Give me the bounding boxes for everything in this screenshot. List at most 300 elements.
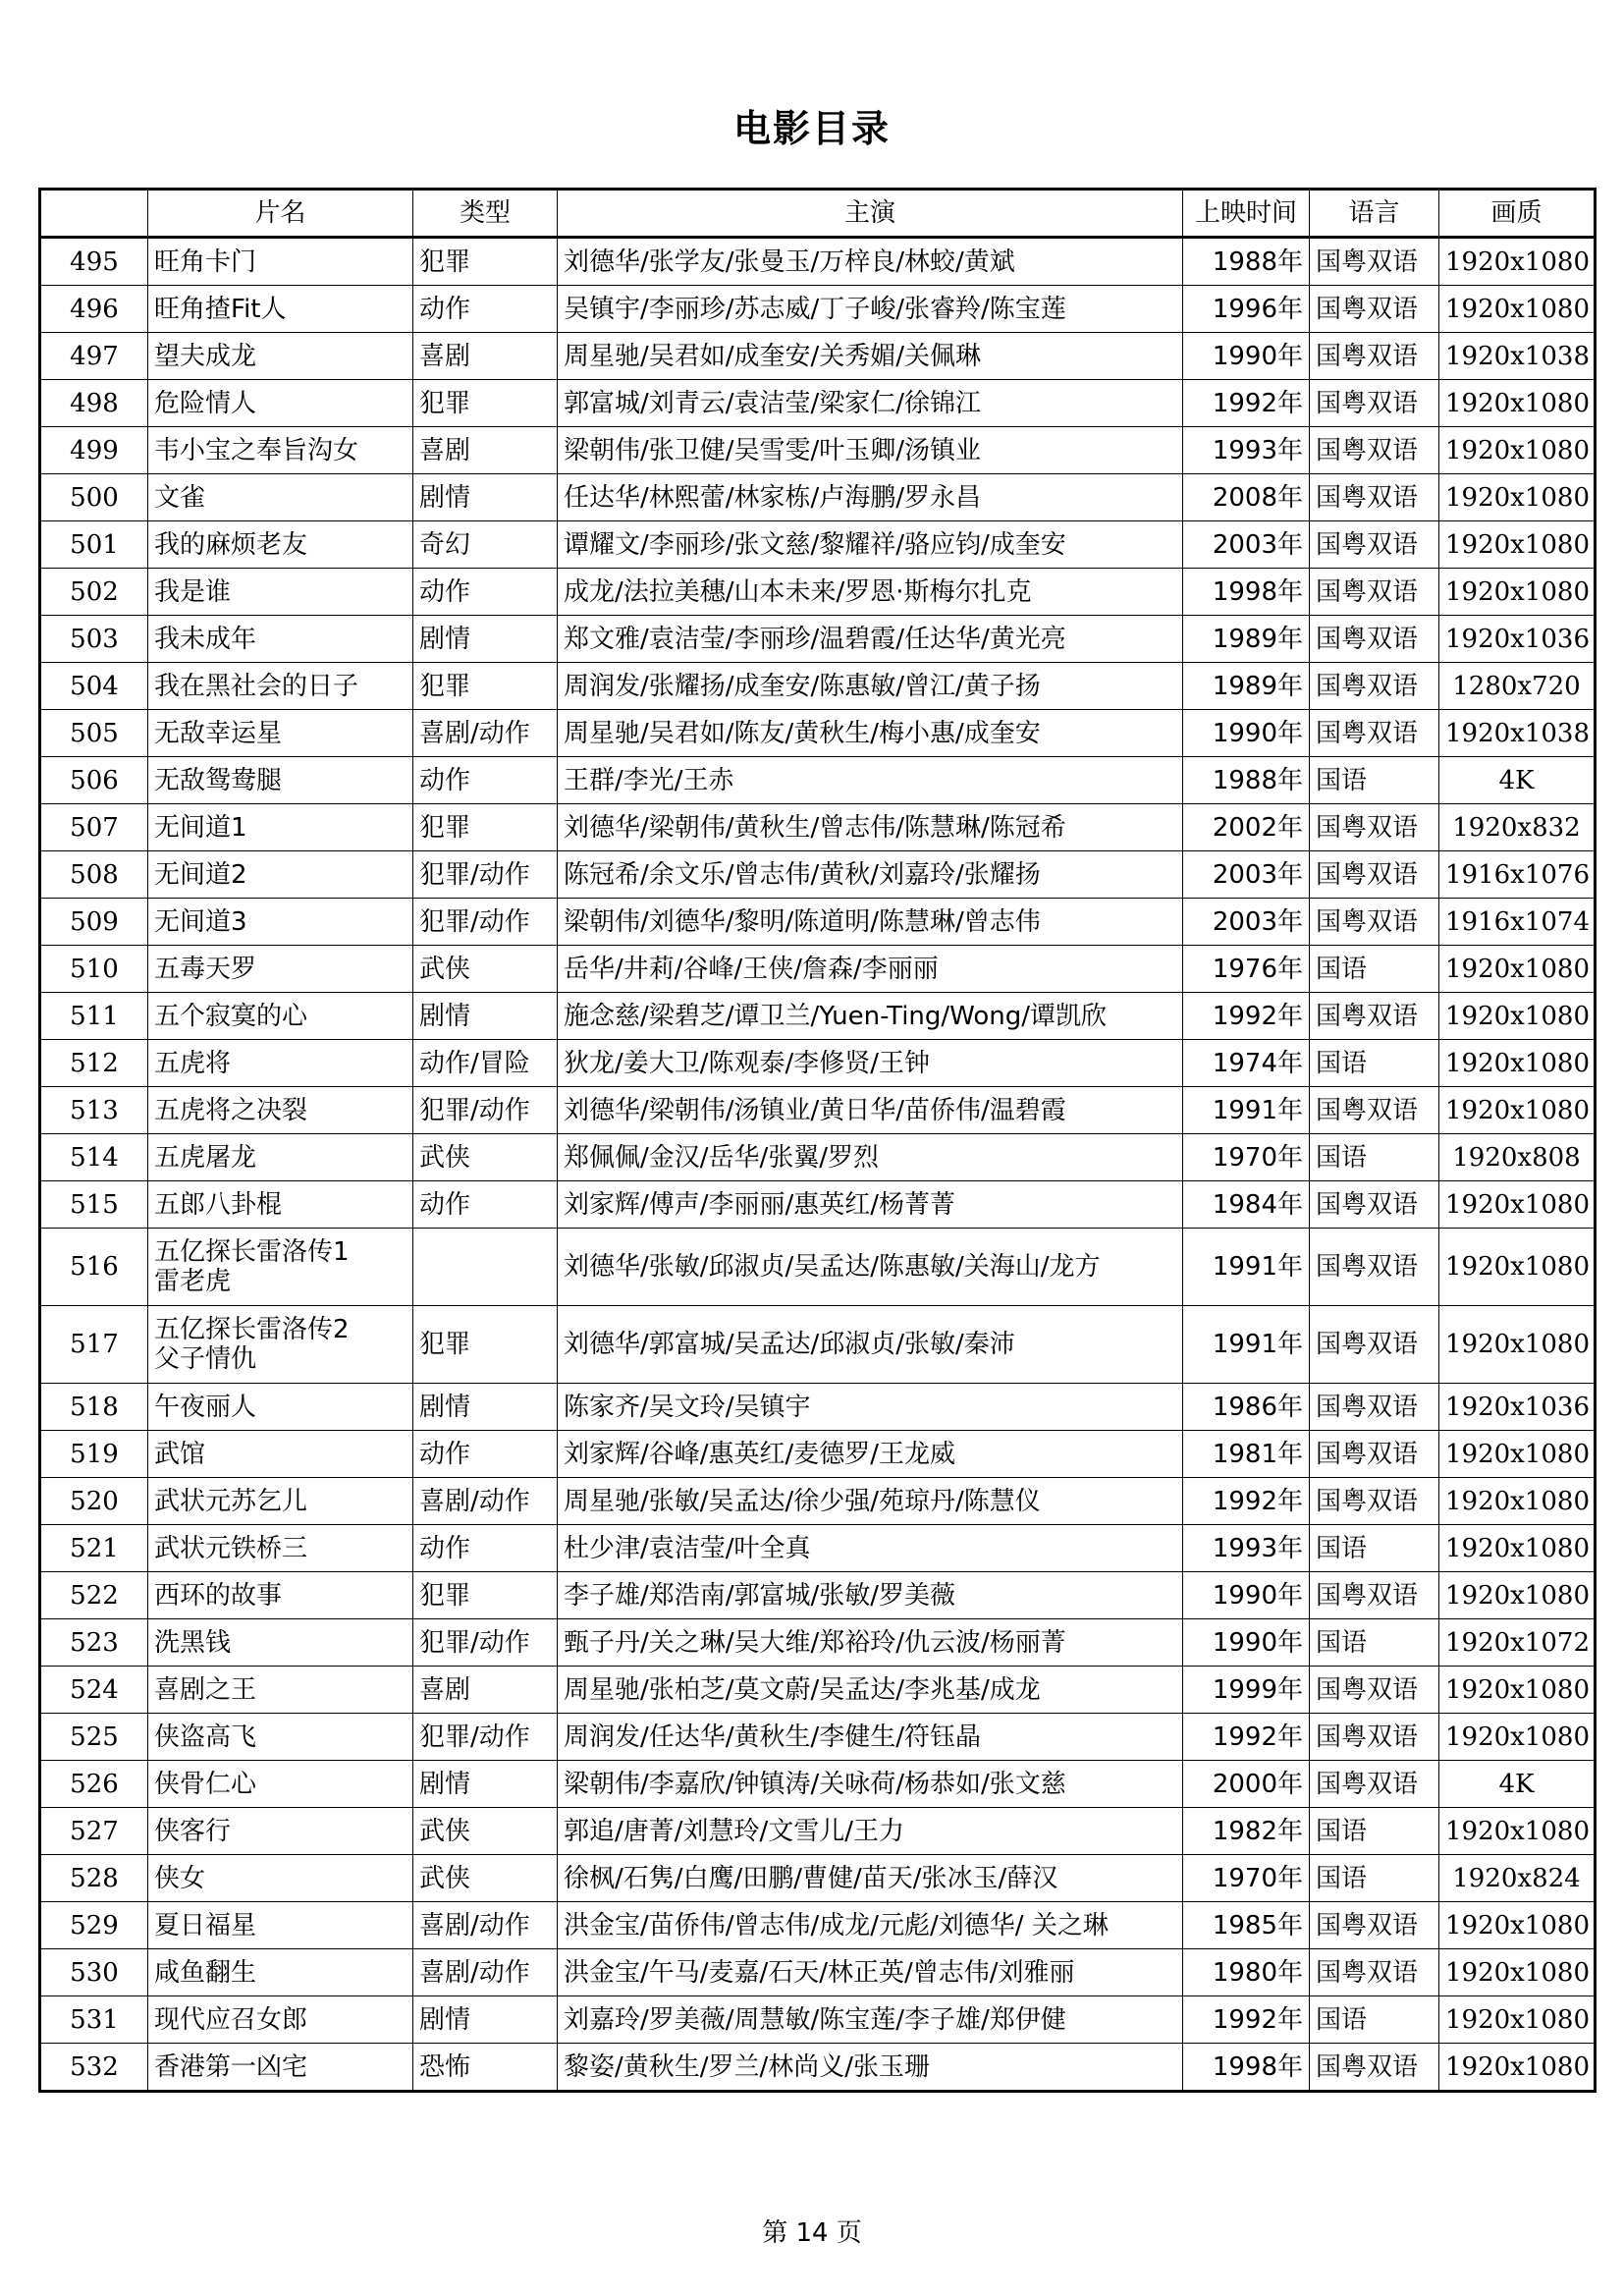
cell-genre: 恐怖 xyxy=(413,2044,558,2092)
cell-no: 504 xyxy=(40,663,148,710)
table-row xyxy=(40,427,1596,474)
cell-cast: 郑文雅/袁洁莹/李丽珍/温碧霞/任达华/黄光亮 xyxy=(558,616,1183,663)
cell-genre: 剧情 xyxy=(413,1384,558,1431)
cell-year: 1992年 xyxy=(1183,1714,1310,1761)
cell-title: 五虎将 xyxy=(148,1040,413,1087)
cell-title: 午夜丽人 xyxy=(148,1384,413,1431)
table-row xyxy=(40,1306,1596,1384)
cell-genre: 犯罪 xyxy=(413,380,558,427)
table-row xyxy=(40,238,1596,286)
cell-year: 2003年 xyxy=(1183,899,1310,946)
cell-no: 499 xyxy=(40,427,148,474)
cell-lang: 国粤双语 xyxy=(1310,238,1439,286)
cell-cast: 刘嘉玲/罗美薇/周慧敏/陈宝莲/李子雄/郑伊健 xyxy=(558,1996,1183,2044)
cell-genre: 犯罪/动作 xyxy=(413,1087,558,1134)
cell-year: 1999年 xyxy=(1183,1667,1310,1714)
cell-genre: 动作 xyxy=(413,1525,558,1572)
cell-no: 508 xyxy=(40,851,148,899)
cell-no: 528 xyxy=(40,1855,148,1902)
cell-no: 506 xyxy=(40,757,148,804)
cell-lang: 国粤双语 xyxy=(1310,286,1439,333)
cell-res: 1920x1080 xyxy=(1439,2044,1596,2092)
cell-genre: 剧情 xyxy=(413,1761,558,1808)
cell-res: 1916x1076 xyxy=(1439,851,1596,899)
cell-title: 无敌幸运星 xyxy=(148,710,413,757)
cell-title: 无间道2 xyxy=(148,851,413,899)
cell-lang: 国语 xyxy=(1310,1808,1439,1855)
cell-genre: 喜剧 xyxy=(413,1667,558,1714)
cell-year: 1970年 xyxy=(1183,1855,1310,1902)
cell-res: 1920x1080 xyxy=(1439,1229,1596,1306)
table-row xyxy=(40,1619,1596,1667)
cell-no: 513 xyxy=(40,1087,148,1134)
cell-title: 五虎将之决裂 xyxy=(148,1087,413,1134)
cell-title: 侠骨仁心 xyxy=(148,1761,413,1808)
cell-lang: 国语 xyxy=(1310,1855,1439,1902)
cell-title: 文雀 xyxy=(148,474,413,521)
cell-cast: 郑佩佩/金汉/岳华/张翼/罗烈 xyxy=(558,1134,1183,1181)
cell-res: 1920x1072 xyxy=(1439,1619,1596,1667)
cell-title: 韦小宝之奉旨沟女 xyxy=(148,427,413,474)
cell-year: 1984年 xyxy=(1183,1181,1310,1229)
cell-lang: 国粤双语 xyxy=(1310,616,1439,663)
cell-lang: 国粤双语 xyxy=(1310,1087,1439,1134)
cell-res: 1920x824 xyxy=(1439,1855,1596,1902)
cell-lang: 国语 xyxy=(1310,946,1439,993)
cell-no: 517 xyxy=(40,1306,148,1384)
cell-no: 514 xyxy=(40,1134,148,1181)
table-row xyxy=(40,333,1596,380)
cell-lang: 国粤双语 xyxy=(1310,474,1439,521)
table-row xyxy=(40,757,1596,804)
cell-cast: 刘家辉/谷峰/惠英红/麦德罗/王龙威 xyxy=(558,1431,1183,1478)
cell-cast: 刘家辉/傅声/李丽丽/惠英红/杨菁菁 xyxy=(558,1181,1183,1229)
cell-res: 1920x1080 xyxy=(1439,1949,1596,1996)
table-row xyxy=(40,946,1596,993)
cell-cast: 周星驰/吴君如/陈友/黄秋生/梅小惠/成奎安 xyxy=(558,710,1183,757)
cell-res: 1920x1080 xyxy=(1439,238,1596,286)
cell-res: 1920x1080 xyxy=(1439,1040,1596,1087)
cell-lang: 国粤双语 xyxy=(1310,1181,1439,1229)
cell-genre: 犯罪 xyxy=(413,804,558,851)
cell-genre: 喜剧 xyxy=(413,333,558,380)
cell-lang: 国粤双语 xyxy=(1310,569,1439,616)
table-row xyxy=(40,1181,1596,1229)
cell-year: 1988年 xyxy=(1183,238,1310,286)
cell-lang: 国粤双语 xyxy=(1310,1667,1439,1714)
cell-res: 4K xyxy=(1439,1761,1596,1808)
header-res: 画质 xyxy=(1439,190,1596,238)
cell-year: 1981年 xyxy=(1183,1431,1310,1478)
cell-genre: 犯罪/动作 xyxy=(413,851,558,899)
cell-no: 496 xyxy=(40,286,148,333)
cell-lang: 国语 xyxy=(1310,1134,1439,1181)
table-row xyxy=(40,1431,1596,1478)
cell-res: 1920x1036 xyxy=(1439,616,1596,663)
cell-title: 无间道1 xyxy=(148,804,413,851)
cell-year: 1989年 xyxy=(1183,663,1310,710)
table-row xyxy=(40,521,1596,569)
table-row xyxy=(40,1714,1596,1761)
cell-no: 510 xyxy=(40,946,148,993)
cell-no: 505 xyxy=(40,710,148,757)
cell-no: 527 xyxy=(40,1808,148,1855)
cell-year: 1992年 xyxy=(1183,1996,1310,2044)
cell-year: 2008年 xyxy=(1183,474,1310,521)
cell-lang: 国粤双语 xyxy=(1310,710,1439,757)
cell-lang: 国粤双语 xyxy=(1310,851,1439,899)
cell-no: 516 xyxy=(40,1229,148,1306)
cell-genre: 喜剧/动作 xyxy=(413,1949,558,1996)
page-number: 第 14 页 xyxy=(762,2218,862,2248)
cell-year: 1982年 xyxy=(1183,1808,1310,1855)
cell-title: 现代应召女郎 xyxy=(148,1996,413,2044)
cell-cast: 周星驰/张柏芝/莫文蔚/吴孟达/李兆基/成龙 xyxy=(558,1667,1183,1714)
movie-catalog-table xyxy=(38,188,1597,2093)
cell-no: 502 xyxy=(40,569,148,616)
cell-year: 1980年 xyxy=(1183,1949,1310,1996)
cell-year: 1998年 xyxy=(1183,2044,1310,2092)
cell-genre: 剧情 xyxy=(413,474,558,521)
cell-res: 1920x1080 xyxy=(1439,1087,1596,1134)
cell-cast: 甄子丹/关之琳/吴大维/郑裕玲/仇云波/杨丽菁 xyxy=(558,1619,1183,1667)
cell-no: 495 xyxy=(40,238,148,286)
cell-cast: 梁朝伟/李嘉欣/钟镇涛/关咏荷/杨恭如/张文慈 xyxy=(558,1761,1183,1808)
cell-cast: 陈冠希/余文乐/曾志伟/黄秋/刘嘉玲/张耀扬 xyxy=(558,851,1183,899)
cell-year: 1974年 xyxy=(1183,1040,1310,1087)
cell-genre: 动作 xyxy=(413,1431,558,1478)
table-row xyxy=(40,1478,1596,1525)
table-row xyxy=(40,1902,1596,1949)
cell-no: 498 xyxy=(40,380,148,427)
cell-cast: 周星驰/张敏/吴孟达/徐少强/苑琼丹/陈慧仪 xyxy=(558,1478,1183,1525)
cell-res: 1920x808 xyxy=(1439,1134,1596,1181)
cell-lang: 国粤双语 xyxy=(1310,1384,1439,1431)
cell-no: 507 xyxy=(40,804,148,851)
cell-year: 1993年 xyxy=(1183,1525,1310,1572)
cell-title: 我在黑社会的日子 xyxy=(148,663,413,710)
cell-cast: 郭追/唐菁/刘慧玲/文雪儿/王力 xyxy=(558,1808,1183,1855)
cell-title: 无敌鸳鸯腿 xyxy=(148,757,413,804)
cell-res: 1920x832 xyxy=(1439,804,1596,851)
cell-no: 497 xyxy=(40,333,148,380)
cell-no: 523 xyxy=(40,1619,148,1667)
header-no xyxy=(40,190,148,238)
cell-title: 五郎八卦棍 xyxy=(148,1181,413,1229)
cell-title-line: 五亿探长雷洛传1 xyxy=(154,1237,350,1267)
cell-title-line: 五亿探长雷洛传2 xyxy=(154,1315,350,1344)
cell-year: 2003年 xyxy=(1183,851,1310,899)
cell-lang: 国粤双语 xyxy=(1310,804,1439,851)
cell-res: 1920x1080 xyxy=(1439,993,1596,1040)
cell-cast: 周润发/张耀扬/成奎安/陈惠敏/曾江/黄子扬 xyxy=(558,663,1183,710)
table-row xyxy=(40,899,1596,946)
cell-title xyxy=(148,1229,413,1306)
cell-res: 1920x1080 xyxy=(1439,1431,1596,1478)
cell-year: 1985年 xyxy=(1183,1902,1310,1949)
cell-year: 1991年 xyxy=(1183,1087,1310,1134)
cell-genre: 犯罪 xyxy=(413,1572,558,1619)
cell-year: 1989年 xyxy=(1183,616,1310,663)
cell-cast: 杜少津/袁洁莹/叶全真 xyxy=(558,1525,1183,1572)
cell-lang: 国语 xyxy=(1310,1525,1439,1572)
cell-year: 1990年 xyxy=(1183,333,1310,380)
cell-cast: 刘德华/梁朝伟/汤镇业/黄日华/苗侨伟/温碧霞 xyxy=(558,1087,1183,1134)
page-title: 电影目录 xyxy=(732,107,891,150)
cell-cast: 徐枫/石隽/白鹰/田鹏/曹健/苗天/张冰玉/薛汉 xyxy=(558,1855,1183,1902)
cell-year: 1990年 xyxy=(1183,1619,1310,1667)
cell-no: 531 xyxy=(40,1996,148,2044)
cell-title: 武馆 xyxy=(148,1431,413,1478)
cell-res: 1920x1080 xyxy=(1439,946,1596,993)
cell-year: 1990年 xyxy=(1183,1572,1310,1619)
cell-cast: 施念慈/梁碧芝/谭卫兰/Yuen-Ting/Wong/谭凯欣 xyxy=(558,993,1183,1040)
cell-year: 2000年 xyxy=(1183,1761,1310,1808)
cell-no: 530 xyxy=(40,1949,148,1996)
cell-cast: 刘德华/张敏/邱淑贞/吴孟达/陈惠敏/关海山/龙方 xyxy=(558,1229,1183,1306)
cell-year: 1976年 xyxy=(1183,946,1310,993)
cell-cast: 成龙/法拉美穗/山本未来/罗恩·斯梅尔扎克 xyxy=(558,569,1183,616)
cell-lang: 国粤双语 xyxy=(1310,2044,1439,2092)
cell-no: 503 xyxy=(40,616,148,663)
table-row xyxy=(40,804,1596,851)
cell-title: 旺角揸Fit人 xyxy=(148,286,413,333)
table-row xyxy=(40,1525,1596,1572)
cell-title xyxy=(148,1306,413,1384)
cell-lang: 国粤双语 xyxy=(1310,1478,1439,1525)
cell-cast: 洪金宝/苗侨伟/曾志伟/成龙/元彪/刘德华/ 关之琳 xyxy=(558,1902,1183,1949)
header-year: 上映时间 xyxy=(1183,190,1310,238)
cell-res: 1920x1038 xyxy=(1439,710,1596,757)
table-row xyxy=(40,1572,1596,1619)
cell-year: 1992年 xyxy=(1183,380,1310,427)
cell-genre: 喜剧/动作 xyxy=(413,1902,558,1949)
cell-genre: 动作 xyxy=(413,757,558,804)
cell-no: 515 xyxy=(40,1181,148,1229)
cell-genre: 动作 xyxy=(413,286,558,333)
cell-no: 519 xyxy=(40,1431,148,1478)
cell-no: 512 xyxy=(40,1040,148,1087)
cell-year: 2003年 xyxy=(1183,521,1310,569)
cell-no: 520 xyxy=(40,1478,148,1525)
cell-res: 1920x1080 xyxy=(1439,1572,1596,1619)
table-header-row xyxy=(40,190,1596,238)
header-lang: 语言 xyxy=(1310,190,1439,238)
cell-cast: 任达华/林熙蕾/林家栋/卢海鹏/罗永昌 xyxy=(558,474,1183,521)
cell-genre: 犯罪/动作 xyxy=(413,899,558,946)
cell-title: 望夫成龙 xyxy=(148,333,413,380)
cell-genre: 犯罪 xyxy=(413,663,558,710)
table-row xyxy=(40,380,1596,427)
cell-year: 1992年 xyxy=(1183,993,1310,1040)
header-cast: 主演 xyxy=(558,190,1183,238)
table-row xyxy=(40,1134,1596,1181)
cell-genre: 犯罪 xyxy=(413,238,558,286)
cell-cast: 洪金宝/午马/麦嘉/石天/林正英/曾志伟/刘雅丽 xyxy=(558,1949,1183,1996)
cell-genre: 犯罪/动作 xyxy=(413,1619,558,1667)
cell-year: 1993年 xyxy=(1183,427,1310,474)
cell-genre: 犯罪 xyxy=(413,1306,558,1384)
cell-res: 1920x1080 xyxy=(1439,1306,1596,1384)
table-row xyxy=(40,2044,1596,2092)
table-body xyxy=(40,238,1596,2092)
cell-title: 我的麻烦老友 xyxy=(148,521,413,569)
cell-res: 1920x1080 xyxy=(1439,1902,1596,1949)
table-row xyxy=(40,1040,1596,1087)
cell-lang: 国语 xyxy=(1310,1619,1439,1667)
cell-res: 1920x1080 xyxy=(1439,474,1596,521)
cell-res: 1920x1080 xyxy=(1439,521,1596,569)
cell-cast: 周星驰/吴君如/成奎安/关秀媚/关佩琳 xyxy=(558,333,1183,380)
table-row xyxy=(40,1229,1596,1306)
table-row xyxy=(40,1667,1596,1714)
cell-cast: 梁朝伟/刘德华/黎明/陈道明/陈慧琳/曾志伟 xyxy=(558,899,1183,946)
cell-res: 1920x1080 xyxy=(1439,1478,1596,1525)
cell-res: 1920x1080 xyxy=(1439,1996,1596,2044)
cell-title: 五毒天罗 xyxy=(148,946,413,993)
cell-title: 喜剧之王 xyxy=(148,1667,413,1714)
cell-no: 500 xyxy=(40,474,148,521)
cell-cast: 陈家齐/吴文玲/吴镇宇 xyxy=(558,1384,1183,1431)
cell-res: 1920x1036 xyxy=(1439,1384,1596,1431)
cell-year: 1991年 xyxy=(1183,1229,1310,1306)
cell-cast: 狄龙/姜大卫/陈观泰/李修贤/王钟 xyxy=(558,1040,1183,1087)
cell-year: 1988年 xyxy=(1183,757,1310,804)
table-row xyxy=(40,710,1596,757)
table-row xyxy=(40,1808,1596,1855)
cell-lang: 国粤双语 xyxy=(1310,427,1439,474)
cell-year: 2002年 xyxy=(1183,804,1310,851)
cell-lang: 国粤双语 xyxy=(1310,663,1439,710)
cell-no: 532 xyxy=(40,2044,148,2092)
cell-cast: 黎姿/黄秋生/罗兰/林尚义/张玉珊 xyxy=(558,2044,1183,2092)
table-row xyxy=(40,663,1596,710)
cell-title: 无间道3 xyxy=(148,899,413,946)
cell-title: 侠盗高飞 xyxy=(148,1714,413,1761)
cell-title: 武状元铁桥三 xyxy=(148,1525,413,1572)
cell-res: 1920x1080 xyxy=(1439,286,1596,333)
cell-title: 五个寂寞的心 xyxy=(148,993,413,1040)
cell-genre: 动作 xyxy=(413,569,558,616)
cell-res: 1920x1080 xyxy=(1439,427,1596,474)
cell-genre: 动作 xyxy=(413,1181,558,1229)
cell-no: 526 xyxy=(40,1761,148,1808)
cell-title: 武状元苏乞儿 xyxy=(148,1478,413,1525)
cell-genre: 喜剧/动作 xyxy=(413,1478,558,1525)
cell-genre: 剧情 xyxy=(413,993,558,1040)
cell-lang: 国粤双语 xyxy=(1310,1949,1439,1996)
cell-lang: 国粤双语 xyxy=(1310,993,1439,1040)
cell-res: 1920x1080 xyxy=(1439,569,1596,616)
cell-lang: 国粤双语 xyxy=(1310,1714,1439,1761)
cell-cast: 周润发/任达华/黄秋生/李健生/符钰晶 xyxy=(558,1714,1183,1761)
table-row xyxy=(40,1996,1596,2044)
table-row xyxy=(40,1855,1596,1902)
cell-genre: 奇幻 xyxy=(413,521,558,569)
cell-genre: 武侠 xyxy=(413,1134,558,1181)
cell-genre: 剧情 xyxy=(413,616,558,663)
cell-year: 1970年 xyxy=(1183,1134,1310,1181)
cell-res: 1920x1038 xyxy=(1439,333,1596,380)
cell-lang: 国粤双语 xyxy=(1310,333,1439,380)
cell-res: 1920x1080 xyxy=(1439,1808,1596,1855)
cell-title: 香港第一凶宅 xyxy=(148,2044,413,2092)
header-genre: 类型 xyxy=(413,190,558,238)
cell-year: 1992年 xyxy=(1183,1478,1310,1525)
cell-cast: 郭富城/刘青云/袁洁莹/梁家仁/徐锦江 xyxy=(558,380,1183,427)
cell-year: 1990年 xyxy=(1183,710,1310,757)
cell-genre: 动作/冒险 xyxy=(413,1040,558,1087)
cell-year: 1986年 xyxy=(1183,1384,1310,1431)
cell-genre: 剧情 xyxy=(413,1996,558,2044)
table-row xyxy=(40,569,1596,616)
cell-res: 1920x1080 xyxy=(1439,380,1596,427)
cell-no: 525 xyxy=(40,1714,148,1761)
cell-no: 511 xyxy=(40,993,148,1040)
cell-lang: 国粤双语 xyxy=(1310,899,1439,946)
cell-lang: 国粤双语 xyxy=(1310,521,1439,569)
cell-title: 侠女 xyxy=(148,1855,413,1902)
cell-genre: 喜剧 xyxy=(413,427,558,474)
table-row xyxy=(40,616,1596,663)
cell-res: 1280x720 xyxy=(1439,663,1596,710)
table-row xyxy=(40,993,1596,1040)
cell-year: 1996年 xyxy=(1183,286,1310,333)
cell-lang: 国粤双语 xyxy=(1310,1431,1439,1478)
table-row xyxy=(40,1087,1596,1134)
cell-title: 洗黑钱 xyxy=(148,1619,413,1667)
table-row xyxy=(40,1384,1596,1431)
cell-genre: 武侠 xyxy=(413,1808,558,1855)
cell-res: 4K xyxy=(1439,757,1596,804)
cell-genre: 武侠 xyxy=(413,946,558,993)
cell-no: 509 xyxy=(40,899,148,946)
cell-title: 旺角卡门 xyxy=(148,238,413,286)
cell-lang: 国粤双语 xyxy=(1310,1572,1439,1619)
cell-lang: 国语 xyxy=(1310,1996,1439,2044)
cell-no: 522 xyxy=(40,1572,148,1619)
cell-lang: 国粤双语 xyxy=(1310,1306,1439,1384)
cell-title: 咸鱼翻生 xyxy=(148,1949,413,1996)
cell-title: 危险情人 xyxy=(148,380,413,427)
cell-genre xyxy=(413,1229,558,1306)
cell-title: 夏日福星 xyxy=(148,1902,413,1949)
cell-lang: 国粤双语 xyxy=(1310,380,1439,427)
cell-lang: 国粤双语 xyxy=(1310,1902,1439,1949)
table-row xyxy=(40,1949,1596,1996)
cell-cast: 刘德华/郭富城/吴孟达/邱淑贞/张敏/秦沛 xyxy=(558,1306,1183,1384)
cell-cast: 刘德华/梁朝伟/黄秋生/曾志伟/陈慧琳/陈冠希 xyxy=(558,804,1183,851)
cell-no: 524 xyxy=(40,1667,148,1714)
cell-no: 501 xyxy=(40,521,148,569)
cell-title: 我是谁 xyxy=(148,569,413,616)
cell-title-line: 雷老虎 xyxy=(154,1267,232,1296)
cell-lang: 国粤双语 xyxy=(1310,1761,1439,1808)
table-row xyxy=(40,851,1596,899)
cell-year: 1991年 xyxy=(1183,1306,1310,1384)
cell-lang: 国语 xyxy=(1310,757,1439,804)
cell-res: 1920x1080 xyxy=(1439,1714,1596,1761)
table-row xyxy=(40,474,1596,521)
table-row xyxy=(40,286,1596,333)
cell-genre: 喜剧/动作 xyxy=(413,710,558,757)
cell-lang: 国语 xyxy=(1310,1040,1439,1087)
cell-res: 1916x1074 xyxy=(1439,899,1596,946)
cell-cast: 刘德华/张学友/张曼玉/万梓良/林蛟/黄斌 xyxy=(558,238,1183,286)
cell-cast: 李子雄/郑浩南/郭富城/张敏/罗美薇 xyxy=(558,1572,1183,1619)
cell-title: 我未成年 xyxy=(148,616,413,663)
cell-genre: 犯罪/动作 xyxy=(413,1714,558,1761)
